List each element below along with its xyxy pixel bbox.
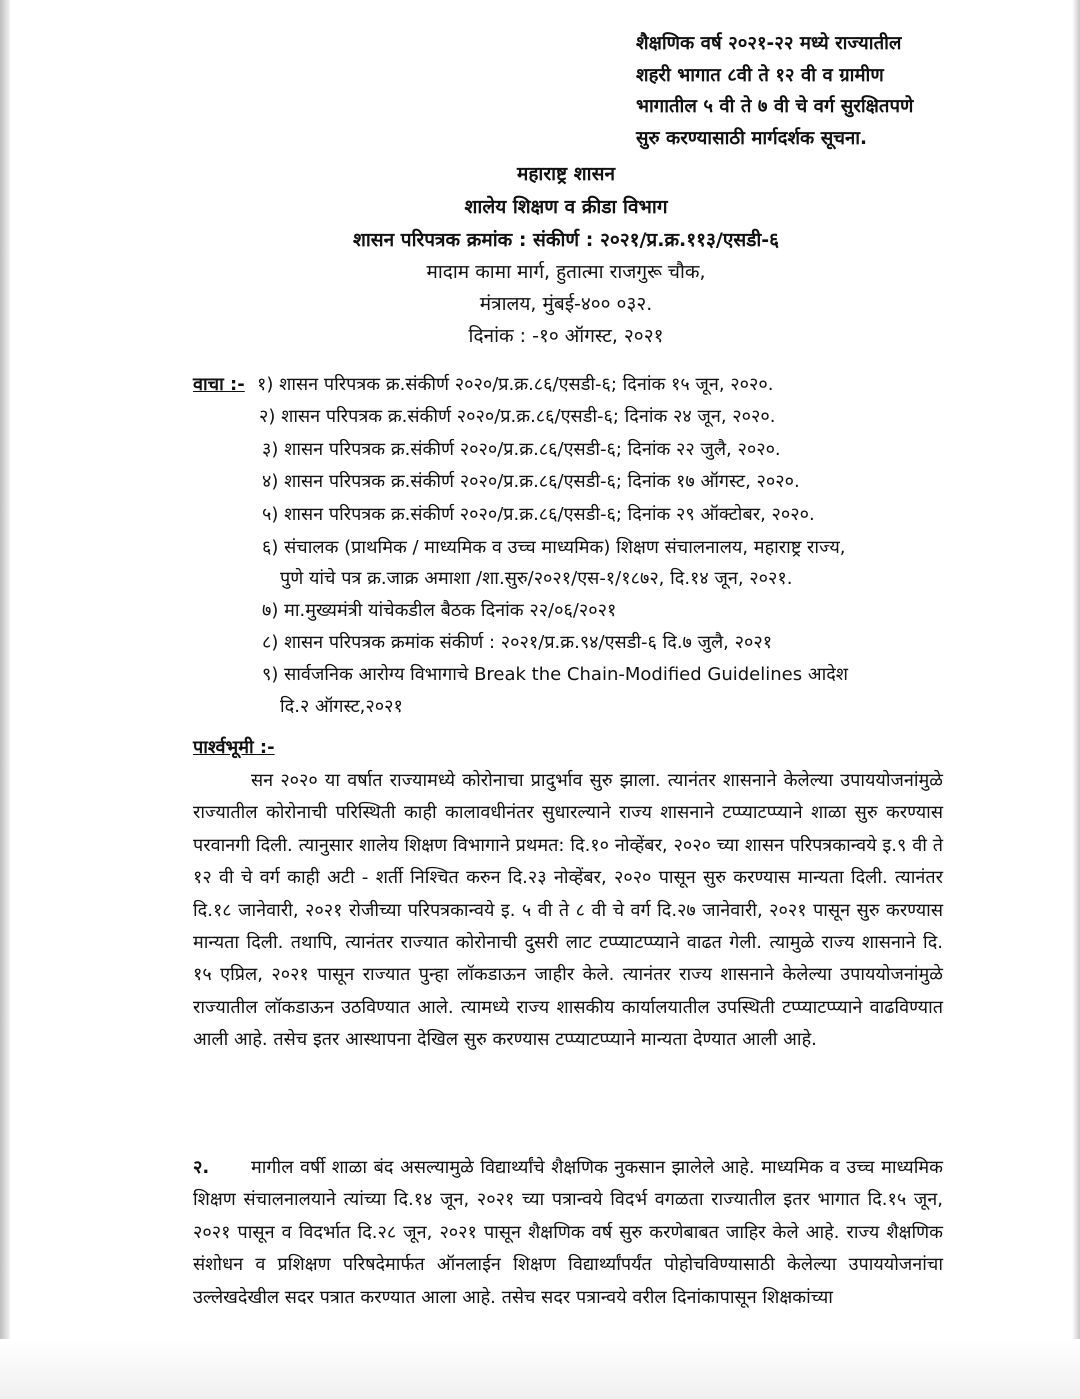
paragraph-number: २.: [193, 1157, 210, 1178]
address-line-1: मादाम कामा मार्ग, हुतात्मा राजगुरू चौक,: [426, 261, 706, 283]
reference-item: ९) सार्वजनिक आरोग्य विभागाचे Break the Chain-Modified Guidelines आदेश: [262, 664, 849, 685]
subject-block: [636, 28, 976, 154]
reference-item-continuation: पुणे यांचे पत्र क्र.जाक्र अमाशा /शा.सुरु/२०२१/एस-१/१८७२, दि.१४ जून, २०२१.: [280, 568, 793, 589]
reference-item: ७) मा.मुख्यमंत्री यांचेकडील बैठक दिनांक २२/०६/२०२१: [262, 600, 617, 621]
reference-item: १) शासन परिपत्रक क्र.संकीर्ण २०२०/प्र.क्र.८६/एसडी-६; दिनांक १५ जून, २०२०.: [257, 374, 774, 395]
background-heading: पार्श्वभूमी :-: [193, 737, 275, 758]
subject-line: सुरु करण्यासाठी मार्गदर्शक सूचना.: [636, 127, 868, 149]
government-name: महाराष्ट्र शासन: [516, 163, 615, 185]
reference-item: ४) शासन परिपत्रक क्र.संकीर्ण २०२०/प्र.क्र.८६/एसडी-६; दिनांक १७ ऑगस्ट, २०२०.: [262, 471, 800, 492]
reference-item-continuation: दि.२ ऑगस्ट,२०२१: [280, 696, 403, 717]
subject-line: शैक्षणिक वर्ष २०२१-२२ मध्ये राज्यातील: [636, 33, 902, 54]
background-paragraph-1: सन २०२० या वर्षात राज्यामध्ये कोरोनाचा प्रादुर्भाव सुरु झाला. त्यानंतर शासनाने केलेल्या उपाययोजनांमुळे राज्यातील कोरोनाची परिस्थिती काही कालावधीनंतर सुधारल्याने राज्य शासनाने टप्प्याटप्प्याने शाळा सुरु करण्यास परवानगी दिली. त्यानुसार शालेय शिक्षण विभागाने प्रथमत: दि.१० नोव्हेंबर, २०२० च्या शासन परिपत्रकान्वये इ.९ वी ते १२ वी चे वर्ग काही अटी - शर्ती निश्चित करुन दि.२३ नोव्हेंबर, २०२० पासून सुरु करण्यास मान्यता दिली. त्यानंतर दि.१८ जानेवारी, २०२१ रोजीच्या परिपत्रकान्वये इ. ५ वी ते ८ वी चे वर्ग दि.२७ जानेवारी, २०२१ पासून सुरु करण्यास मान्यता दिली. तथापि, त्यानंतर राज्यात कोरोनाची दुसरी लाट टप्प्याटप्प्याने वाढत गेली. त्यामुळे राज्य शासनाने दि. १५ एप्रिल, २०२१ पासून राज्यात पुन्हा लॉकडाऊन जाहीर केले. त्यानंतर राज्य शासनाने केलेल्या उपाययोजनांमुळे राज्यातील लॉकडाऊन उठविण्यात आले. त्यामध्ये राज्य शासकीय कार्यालयातील उपस्थिती टप्प्याटप्प्याने वाढविण्यात आली आहे. तसेच इतर आस्थापना देखिल सुरु करण्यास टप्प्याटप्प्याने मान्यता देण्यात आली आहे.: [193, 770, 943, 1051]
address-line-2: मंत्रालय, मुंबई-४०० ०३२.: [479, 293, 653, 315]
reference-item: २) शासन परिपत्रक क्र.संकीर्ण २०२०/प्र.क्र.८६/एसडी-६; दिनांक २४ जून, २०२०.: [259, 406, 776, 427]
reference-item: ३) शासन परिपत्रक क्र.संकीर्ण २०२०/प्र.क्र.८६/एसडी-६; दिनांक २२ जुलै, २०२०.: [262, 439, 781, 460]
circular-number: शासन परिपत्रक क्रमांक : संकीर्ण : २०२१/प्र.क्र.११३/एसडी-६: [352, 229, 780, 251]
references-label: वाचा :-: [193, 374, 245, 395]
page-edge-shadow-bottom: [0, 1339, 1080, 1399]
reference-item: ८) शासन परिपत्रक क्रमांक संकीर्ण : २०२१/प्र.क्र.९४/एसडी-६ दि.७ जुलै, २०२१: [262, 632, 773, 653]
background-paragraph-2: [193, 1152, 943, 1314]
circular-date: दिनांक : -१० ऑगस्ट, २०२१: [468, 325, 664, 347]
subject-line: भागातील ५ वी ते ७ वी चे वर्ग सुरक्षितपणे: [636, 96, 914, 117]
page-edge-shadow-left: [0, 0, 10, 1399]
subject-line: शहरी भागात ८वी ते १२ वी व ग्रामीण: [636, 64, 884, 86]
paragraph-text: मागील वर्षी शाळा बंद असल्यामुळे विद्यार्थ्यांचे शैक्षणिक नुकसान झालेले आहे. माध्यमिक व उच्च माध्यमिक शिक्षण संचालनालयाने त्यांच्या दि.१४ जून, २०२१ च्या पत्रान्वये विदर्भ वगळता राज्यातील इतर भागात दि.१५ जून, २०२१ पासून व विदर्भात दि.२८ जून, २०२१ पासून शैक्षणिक वर्ष सुरु करणेबाबत जाहिर केले आहे. राज्य शैक्षणिक संशोधन व प्रशिक्षण परिषदेमार्फत ऑनलाईन शिक्षण विद्यार्थ्यांपर्यंत पोहोचविण्यासाठी केलेल्या उपाययोजनांचा उल्लेखदेखील सदर पत्रात करण्यात आला आहे. तसेच सदर पत्रान्वये वरील दिनांकापासून शिक्षकांच्या: [193, 1157, 943, 1308]
page-edge-shadow-right: [1072, 0, 1080, 1399]
reference-item: ६) संचालक (प्राथमिक / माध्यमिक व उच्च माध्यमिक) शिक्षण संचालनालय, महाराष्ट्र राज्य,: [262, 537, 846, 558]
department-name: शालेय शिक्षण व क्रीडा विभाग: [464, 196, 668, 218]
reference-item: ५) शासन परिपत्रक क्र.संकीर्ण २०२०/प्र.क्र.८६/एसडी-६; दिनांक २९ ऑक्टोबर, २०२०.: [262, 504, 815, 525]
